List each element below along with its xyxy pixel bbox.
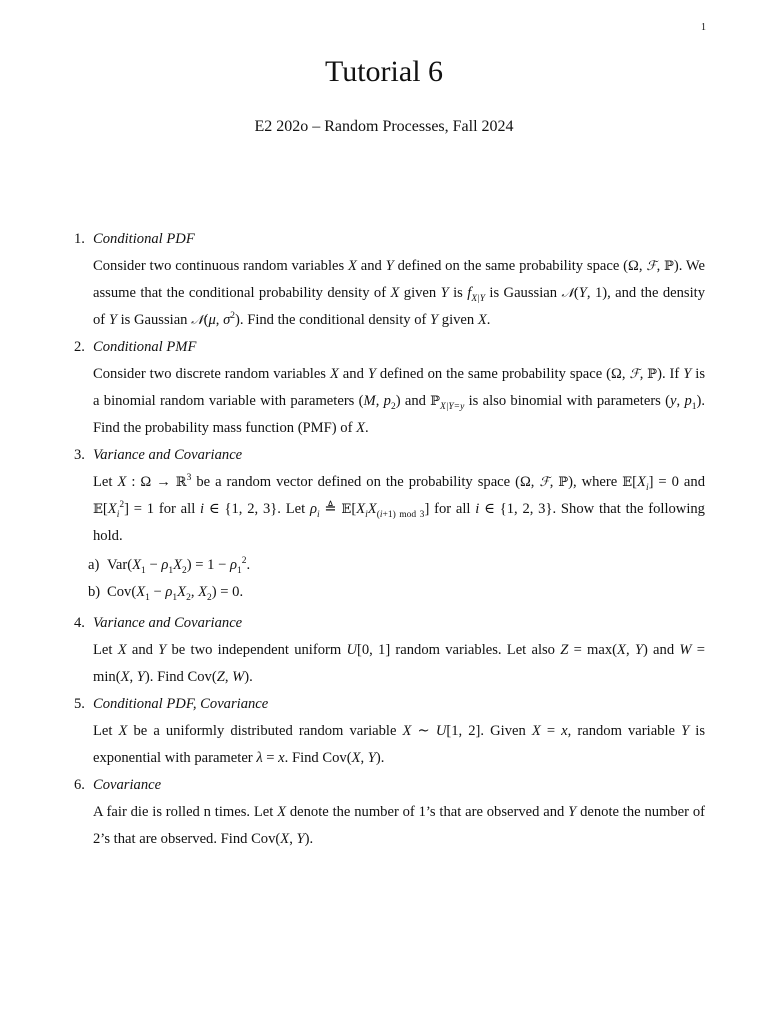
problem-number: 5. bbox=[74, 696, 85, 712]
problem-list bbox=[0, 226, 768, 853]
problem-5 bbox=[0, 691, 768, 772]
problem-number: 4. bbox=[74, 615, 85, 631]
problem-heading: Conditional PMF bbox=[93, 339, 197, 355]
problem-body: Let X and Y be two independent uniform U[0, 1] random variables. Let also Z = max(X, Y) and W = min(X, Y). Find Cov(Z, W). bbox=[93, 642, 706, 685]
problem-number: 2. bbox=[74, 339, 85, 355]
problem-2 bbox=[0, 334, 768, 442]
page-number: 1 bbox=[701, 22, 706, 33]
problem-heading: Variance and Covariance bbox=[93, 447, 243, 463]
problem-body: Consider two continuous random variables X and Y defined on the same probability space (Ω, ℱ, ℙ). We assume that the conditional probability density of X given Y is $f_{X|Y}$ is Gaussian 𝒩(Y, 1), and the density of Y is Gaussian 𝒩(μ, $\sigma^2$). Find the conditional density of Y given X. bbox=[93, 258, 705, 328]
problem-heading: Conditional PDF, Covariance bbox=[93, 696, 269, 712]
problem-number: 1. bbox=[74, 231, 85, 247]
sub-question-b bbox=[0, 579, 768, 606]
sub-question-label: b) bbox=[88, 584, 101, 600]
problem-body: A fair die is rolled n times. Let X denote the number of 1’s that are observed and Y denote the number of 2’s that are observed. Find Cov(X, Y). bbox=[93, 804, 705, 847]
problem-heading: Variance and Covariance bbox=[93, 615, 243, 631]
problem-heading: Covariance bbox=[93, 777, 162, 793]
problem-heading: Conditional PDF bbox=[93, 231, 195, 247]
sub-question-text: $Var(X_1 - \rho_1X_2) = 1 - \rho_1^2$. bbox=[107, 556, 251, 576]
page-subtitle: E2 202o – Random Processes, Fall 2024 bbox=[254, 118, 514, 135]
problem-1 bbox=[0, 226, 768, 334]
problem-6 bbox=[0, 772, 768, 853]
problem-4 bbox=[0, 610, 768, 691]
problem-body: Consider two discrete random variables X and Y defined on the same probability space (Ω, ℱ, ℙ). If Y is a binomial random variable with parameters (M, $p_2$) and ℙ$_{X|Y=y}$ is also binomial with parameters (y, $p_1$). Find the probability mass function (PMF) of X. bbox=[93, 366, 706, 436]
problem-body: Let X : Ω → ℝ$^3$ be a random vector defined on the probability space (Ω, ℱ, ℙ), where $𝔼[X_i] = 0$ and $𝔼[X_i^2] = 1$ for all i ∈ {1, 2, 3}. Let $\rho_i$ ≜ $𝔼[X_iX_{(i+1) mod 3}]$ for all i ∈ {1, 2, 3}. Show that the following hold. bbox=[93, 473, 705, 544]
page-title: Tutorial 6 bbox=[324, 55, 444, 88]
problem-number: 3. bbox=[74, 447, 85, 463]
sub-question-list bbox=[0, 552, 768, 606]
sub-question-a bbox=[0, 552, 768, 579]
problem-body: Let X be a uniformly distributed random variable X ∼ U[1, 2]. Given X = x, random variable Y is exponential with parameter λ = x. Find Cov(X, Y). bbox=[93, 723, 706, 766]
sub-question-text: $Cov(X_1 - \rho_1X_2$, $X_2) = 0$. bbox=[107, 584, 244, 603]
problem-3 bbox=[0, 442, 768, 606]
sub-question-label: a) bbox=[88, 557, 100, 573]
problem-number: 6. bbox=[74, 777, 85, 793]
